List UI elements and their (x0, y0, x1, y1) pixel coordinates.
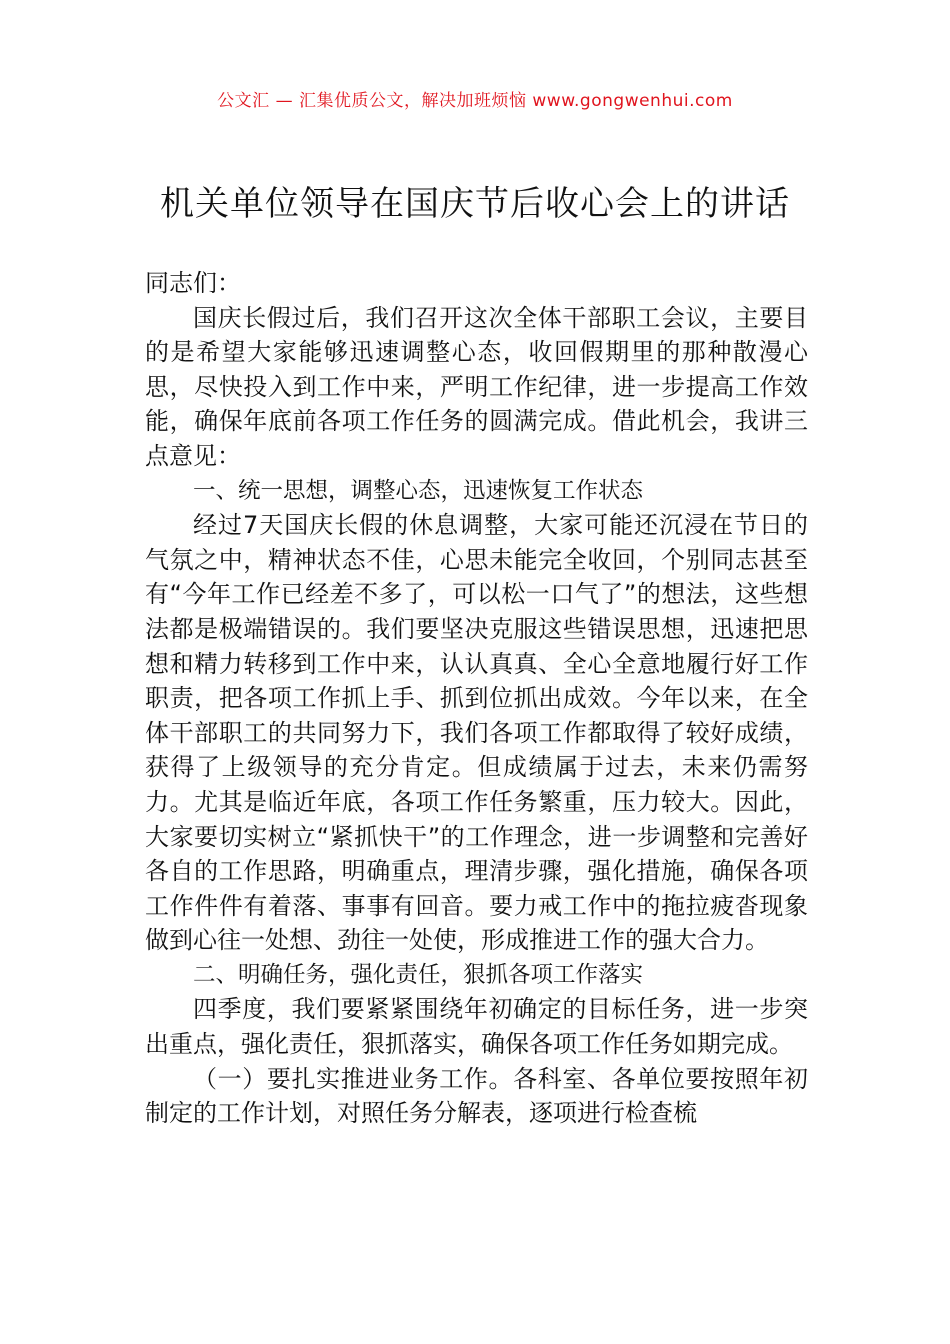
section-heading: 二、明确任务，强化责任，狠抓各项工作落实 (193, 961, 644, 988)
body-paragraph: （一）要扎实推进业务工作。各科室、各单位要按照年初制定的工作计划，对照任务分解表，逐项进行检查梳 (145, 1064, 808, 1128)
section-heading: 一、统一思想，调整心态，迅速恢复工作状态 (193, 477, 644, 504)
document-title: 机关单位领导在国庆节后收心会上的讲话 (160, 184, 790, 224)
body-paragraph: 四季度，我们要紧紧围绕年初确定的目标任务，进一步突出重点，强化责任，狠抓落实，确保各项工作任务如期完成。 (145, 995, 808, 1059)
salutation: 同志们： (145, 269, 241, 297)
body-paragraph: 国庆长假过后，我们召开这次全体干部职工会议，主要目的是希望大家能够迅速调整心态，收回假期里的那种散漫心思，尽快投入到工作中来，严明工作纪律，进一步提高工作效能，确保年底前各项工作任务的圆满完成。借此机会，我讲三点意见： (145, 303, 808, 470)
header-watermark-note: 公文汇 — 汇集优质公文，解决加班烦恼 www.gongwenhui.com (217, 91, 733, 111)
body-paragraph: 经过7天国庆长假的休息调整，大家可能还沉浸在节日的气氛之中，精神状态不佳，心思未能完全收回，个别同志甚至有“今年工作已经差不多了，可以松一口气了”的想法，这些想法都是极端错误的。我们要坚决克服这些错误思想，迅速把思想和精力转移到工作中来，认认真真、全心全意地履行好工作职责，把各项工作抓上手、抓到位抓出成效。今年以来，在全体干部职工的共同努力下，我们各项工作都取得了较好成绩，获得了上级领导的充分肯定。但成绩属于过去，未来仍需努力。尤其是临近年底，各项工作任务繁重，压力较大。因此，大家要切实树立“紧抓快干”的工作理念，进一步调整和完善好各自的工作思路，明确重点，理清步骤，强化措施，确保各项工作件件有着落、事事有回音。要力戒工作中的拖拉疲沓现象做到心往一处想、劲往一处使，形成推进工作的强大合力。 (145, 511, 808, 955)
document-body (145, 266, 808, 1131)
